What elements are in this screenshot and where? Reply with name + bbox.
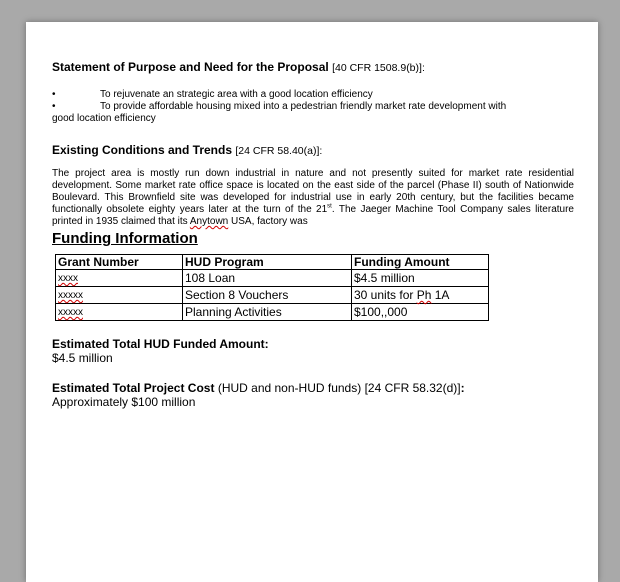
purpose-bullet-2 xyxy=(52,101,574,113)
table-header-row xyxy=(56,255,489,270)
project-cost-value: Approximately $100 million xyxy=(52,395,196,409)
hud-total-label: Estimated Total HUD Funded Amount: xyxy=(52,337,269,351)
table-row xyxy=(56,304,489,321)
project-cost-label: Estimated Total Project Cost xyxy=(52,381,215,395)
table-row xyxy=(56,270,489,287)
purpose-bullet-2-text: To provide affordable housing mixed into a pedestrian friendly market rate development with xyxy=(100,101,507,112)
table-row xyxy=(56,287,489,304)
conditions-heading xyxy=(52,143,574,158)
ordinal-superscript: st xyxy=(327,203,332,210)
document-page xyxy=(26,22,598,582)
funding-table xyxy=(55,254,489,321)
purpose-bullet-1 xyxy=(52,89,574,101)
purpose-bullet-2-continued: good location efficiency xyxy=(52,113,156,124)
table-cell: 108 Loan xyxy=(183,270,352,287)
conditions-citation: [24 CFR 58.40(a)]: xyxy=(235,145,323,157)
purpose-title: Statement of Purpose and Need for the Proposal xyxy=(52,60,329,74)
table-cell: $100,,000 xyxy=(352,304,489,321)
conditions-title: Existing Conditions and Trends xyxy=(52,143,233,157)
table-cell: $4.5 million xyxy=(352,270,489,287)
bullet-dot-icon: • xyxy=(52,101,56,112)
table-cell: xxxx xyxy=(56,270,183,287)
conditions-paragraph: The project area is mostly run down industrial in nature and not presently suited for market rate residential development. Some market rate office space is located on the east side of the parcel (Phase II) south of Nationwide Boulevard. This Brownfield site was developed for industrial use in early 20th century, but the facilities became functionally obsolete eighty years later at the turn of the 21st. The Jaeger Machine Tool Company sales literature printed in 1935 claimed that its Anytown USA, factory was xyxy=(52,168,574,227)
table-header: Funding Amount xyxy=(352,255,489,270)
table-cell: 30 units for Ph 1A xyxy=(352,287,489,304)
purpose-citation: [40 CFR 1508.9(b)]: xyxy=(332,62,425,74)
purpose-heading xyxy=(52,60,574,75)
document-content xyxy=(52,60,574,409)
table-header: Grant Number xyxy=(56,255,183,270)
bullet-dot-icon: • xyxy=(52,89,56,100)
project-cost-citation: [24 CFR 58.32(d)] xyxy=(364,381,461,395)
project-cost-qualifier: (HUD and non-HUD funds) xyxy=(217,381,362,395)
table-cell: Planning Activities xyxy=(183,304,352,321)
table-header: HUD Program xyxy=(183,255,352,270)
table-cell: xxxxx xyxy=(56,287,183,304)
table-cell: xxxxx xyxy=(56,304,183,321)
project-cost-heading: Estimated Total Project Cost (HUD and non-HUD funds) [24 CFR 58.32(d)]: xyxy=(52,381,465,395)
funding-title: Funding Information xyxy=(52,230,198,247)
spellcheck-word: Anytown xyxy=(189,216,229,227)
hud-total-value: $4.5 million xyxy=(52,351,113,365)
purpose-bullet-1-text: To rejuvenate an strategic area with a good location efficiency xyxy=(100,89,373,100)
table-cell: Section 8 Vouchers xyxy=(183,287,352,304)
